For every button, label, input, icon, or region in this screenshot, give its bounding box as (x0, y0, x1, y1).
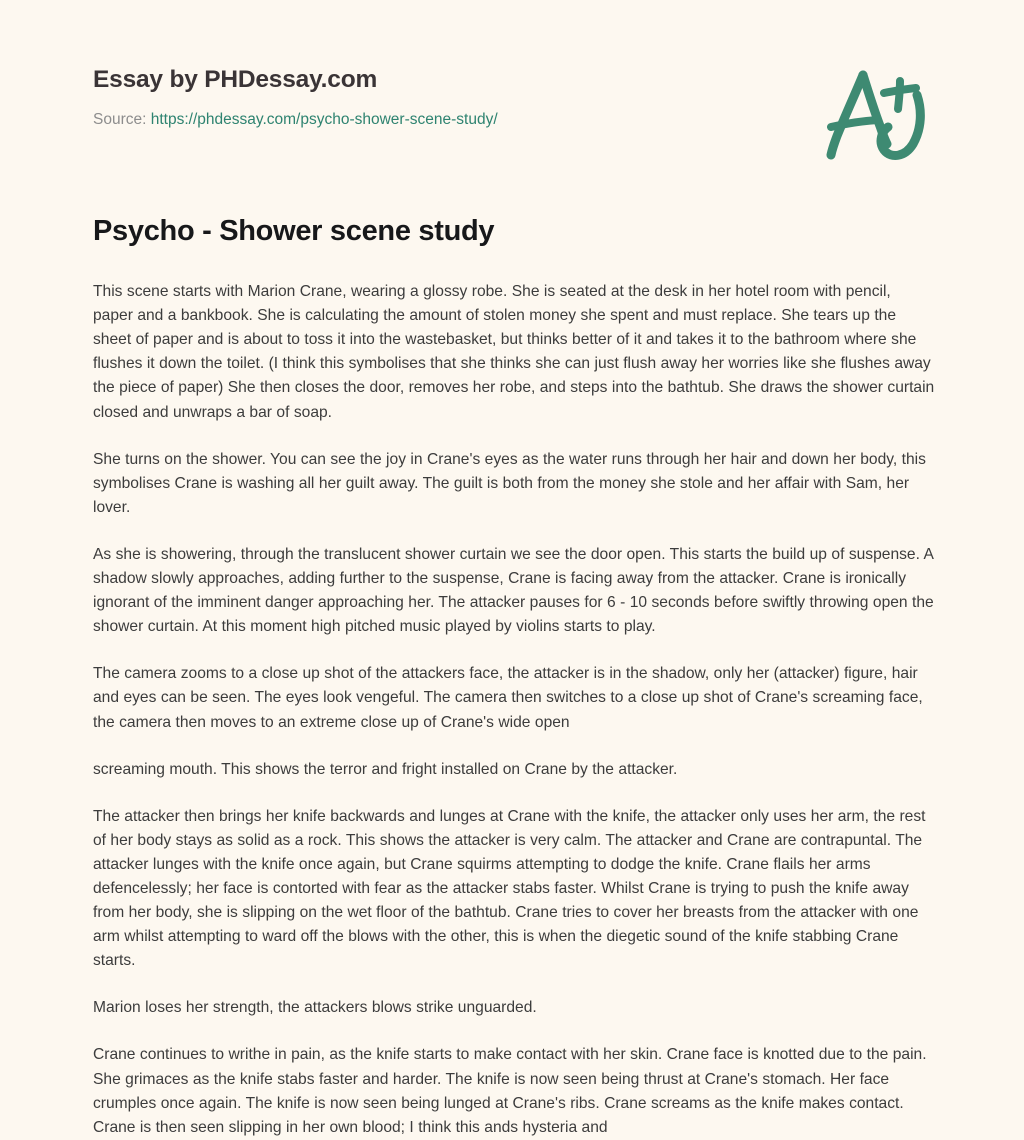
source-line (93, 111, 933, 130)
paragraph: Marion loses her strength, the attackers blows strike unguarded. (93, 999, 537, 1017)
document-header (93, 66, 933, 196)
paragraph: Crane continues to writhe in pain, as the knife starts to make contact with her skin. Crane face is knotted due to the pain. She grimaces as the knife stabs faster and harder. The knife is now seen being thrust at Crane's stomach. Her face crumples once again. The knife is now seen being lunged at Crane's ribs. Crane screams as the knife makes contact. Crane is then seen slipping in her own blood; I think this ands hysteria and (93, 1046, 927, 1136)
article-body (93, 213, 935, 1140)
a-plus-logo-svg (812, 58, 940, 170)
paragraph: She turns on the shower. You can see the joy in Crane's eyes as the water runs through her hair and down her body, this symbolises Crane is washing all her guilt away. The guilt is both from the money she stole and her affair with Sam, her lover. (93, 450, 926, 516)
source-label: Source: (93, 111, 147, 129)
source-url-link[interactable]: https://phdessay.com/psycho-shower-scene-study/ (150, 111, 498, 129)
paragraph: The attacker then brings her knife backwards and lunges at Crane with the knife, the attacker only uses her arm, the rest of her body stays as solid as a rock. This shows the attacker is very calm. The attacker and Crane are contrapuntal. The attacker lunges with the knife once again, but Crane squirms attempting to dodge the knife. Crane flails her arms defencelessly; her face is contorted with fear as the attacker stabs faster. Whilst Crane is trying to push the knife away from her body, she is slipping on the wet floor of the bathtub. Crane tries to cover her breasts from the attacker with one arm whilst attempting to ward off the blows with the other, this is when the diegetic sound of the knife stabbing Crane starts. (93, 807, 926, 970)
brand-title: Essay by PHDessay.com (93, 66, 378, 93)
paragraph: As she is showering, through the translucent shower curtain we see the door open. This starts the build up of suspense. A shadow slowly approaches, adding further to the suspense, Crane is facing away from the attacker. Crane is ironically ignorant of the imminent danger approaching her. The attacker pauses for 6 - 10 seconds before swiftly throwing open the shower curtain. At this moment high pitched music played by violins starts to play. (93, 545, 934, 636)
paragraph: The camera zooms to a close up shot of the attackers face, the attacker is in the shadow, only her (attacker) figure, hair and eyes can be seen. The eyes look vengeful. The camera then switches to a close up shot of Crane's screaming face, the camera then moves to an extreme close up of Crane's wide open (93, 665, 923, 731)
page-title: Psycho - Shower scene study (93, 215, 495, 247)
paragraph: screaming mouth. This shows the terror and fright installed on Crane by the attacker. (93, 760, 678, 778)
paragraph: This scene starts with Marion Crane, wearing a glossy robe. She is seated at the desk in her hotel room with pencil, paper and a bankbook. She is calculating the amount of stolen money she spent and must replace. She tears up the sheet of paper and is about to toss it into the wastebasket, but thinks better of it and takes it to the bathroom where she flushes it down the toilet. (I think this symbolises that she thinks she can just flush away her worries like she flushes away the piece of paper) She then closes the door, removes her robe, and steps into the bathtub. She draws the shower curtain closed and unwraps a bar of soap. (93, 283, 935, 421)
a-plus-logo-icon (812, 58, 940, 170)
